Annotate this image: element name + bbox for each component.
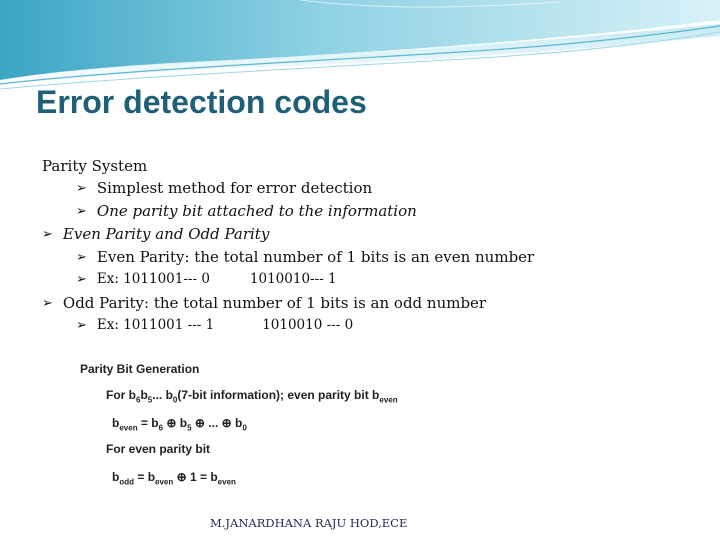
list-item-text: Even Parity: the total number of 1 bits is an even number — [96, 248, 535, 266]
figure-line-3: For even parity bit — [106, 442, 211, 456]
list-item-text: Even Parity and Odd Parity — [62, 225, 270, 243]
figure-line-4: $b_{odd} = b_{even}$ ⊕ $1 = b_{even}$ — [112, 470, 236, 487]
slide-title: Error detection codes — [36, 84, 367, 120]
arrow-bullet-icon: ➢ — [76, 180, 87, 196]
list-item — [76, 271, 337, 287]
example-odd-2: 1010010 --- 0 — [262, 317, 354, 333]
list-item — [42, 294, 486, 312]
arrow-bullet-icon: ➢ — [76, 317, 87, 333]
example-even-1: Ex: 1011001--- 0 — [96, 271, 210, 287]
arrow-bullet-icon: ➢ — [42, 295, 53, 311]
list-item — [76, 248, 534, 266]
list-item-text: Odd Parity: the total number of 1 bits is an odd number — [62, 294, 487, 312]
arrow-bullet-icon: ➢ — [76, 271, 87, 287]
list-item-text: Simplest method for error detection — [96, 179, 373, 197]
figure-line-1: For $b_6b_5$... $b_0(7$-bit information); even parity bit $b_{even}$ — [106, 388, 398, 405]
list-item — [76, 179, 372, 197]
list-item — [76, 202, 417, 220]
figure-title: Parity Bit Generation — [80, 362, 200, 376]
figure-line-2: $b_{even} = b_6$ ⊕ $b_5$ ⊕ ... ⊕ $b_0$ — [112, 416, 247, 433]
list-item — [42, 225, 269, 243]
list-item — [76, 317, 353, 333]
arrow-bullet-icon: ➢ — [76, 203, 87, 219]
list-item-text: One parity bit attached to the information — [96, 202, 417, 220]
example-even-2: 1010010--- 1 — [249, 271, 337, 287]
example-odd-1: Ex: 1011001 --- 1 — [96, 317, 215, 333]
arrow-bullet-icon: ➢ — [42, 226, 53, 242]
footer-author: M.JANARDHANA RAJU HOD,ECE — [210, 516, 408, 530]
arrow-bullet-icon: ➢ — [76, 249, 87, 265]
section-heading: Parity System — [42, 157, 148, 175]
parity-generation-figure — [78, 358, 430, 490]
